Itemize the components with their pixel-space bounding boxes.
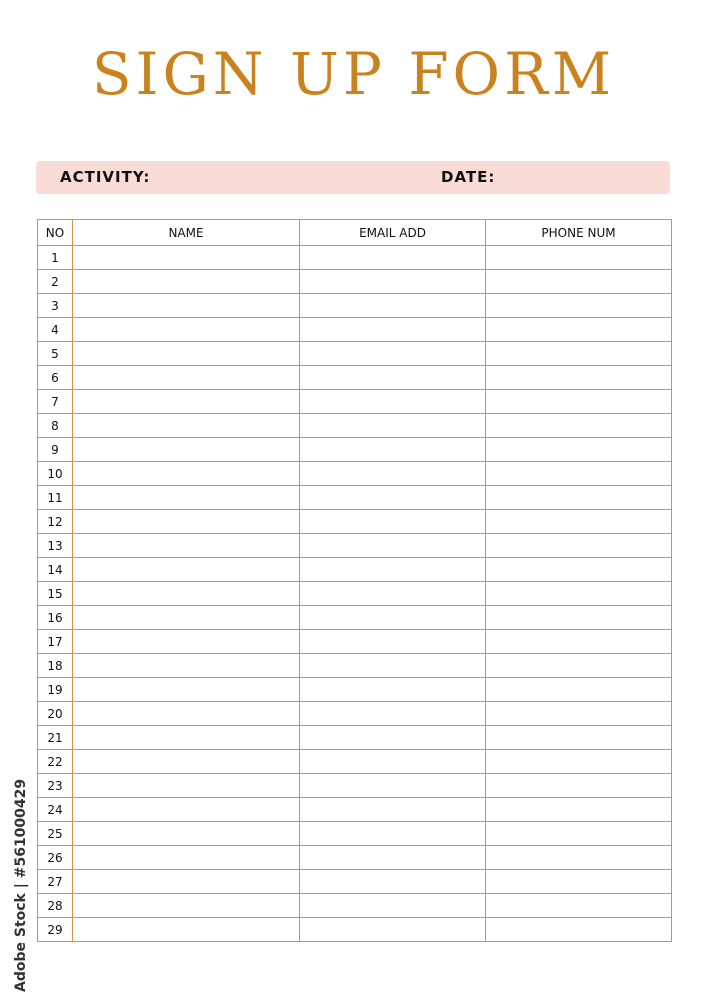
email-cell[interactable] bbox=[300, 894, 486, 918]
row-number: 17 bbox=[38, 630, 73, 654]
phone-cell[interactable] bbox=[486, 246, 672, 270]
name-cell[interactable] bbox=[73, 918, 300, 942]
phone-cell[interactable] bbox=[486, 294, 672, 318]
row-number: 13 bbox=[38, 534, 73, 558]
email-cell[interactable] bbox=[300, 438, 486, 462]
phone-cell[interactable] bbox=[486, 558, 672, 582]
table-header-row bbox=[38, 220, 672, 246]
row-number: 28 bbox=[38, 894, 73, 918]
email-cell[interactable] bbox=[300, 582, 486, 606]
row-number: 8 bbox=[38, 414, 73, 438]
phone-cell[interactable] bbox=[486, 798, 672, 822]
phone-cell[interactable] bbox=[486, 630, 672, 654]
name-cell[interactable] bbox=[73, 894, 300, 918]
name-cell[interactable] bbox=[73, 342, 300, 366]
row-number: 4 bbox=[38, 318, 73, 342]
table-row bbox=[38, 462, 672, 486]
row-number: 12 bbox=[38, 510, 73, 534]
phone-cell[interactable] bbox=[486, 822, 672, 846]
name-cell[interactable] bbox=[73, 534, 300, 558]
phone-cell[interactable] bbox=[486, 270, 672, 294]
phone-cell[interactable] bbox=[486, 486, 672, 510]
header-phone: PHONE NUM bbox=[486, 220, 672, 246]
email-cell[interactable] bbox=[300, 870, 486, 894]
name-cell[interactable] bbox=[73, 414, 300, 438]
email-cell[interactable] bbox=[300, 270, 486, 294]
phone-cell[interactable] bbox=[486, 702, 672, 726]
row-number: 18 bbox=[38, 654, 73, 678]
name-cell[interactable] bbox=[73, 390, 300, 414]
name-cell[interactable] bbox=[73, 678, 300, 702]
row-number: 19 bbox=[38, 678, 73, 702]
table-row bbox=[38, 558, 672, 582]
phone-cell[interactable] bbox=[486, 774, 672, 798]
name-cell[interactable] bbox=[73, 582, 300, 606]
email-cell[interactable] bbox=[300, 246, 486, 270]
table-row bbox=[38, 582, 672, 606]
row-number: 15 bbox=[38, 582, 73, 606]
row-number: 3 bbox=[38, 294, 73, 318]
row-number: 6 bbox=[38, 366, 73, 390]
table-row bbox=[38, 726, 672, 750]
email-cell[interactable] bbox=[300, 606, 486, 630]
email-cell[interactable] bbox=[300, 366, 486, 390]
email-cell[interactable] bbox=[300, 846, 486, 870]
table-row bbox=[38, 294, 672, 318]
table-row bbox=[38, 822, 672, 846]
table-row bbox=[38, 342, 672, 366]
email-cell[interactable] bbox=[300, 702, 486, 726]
phone-cell[interactable] bbox=[486, 534, 672, 558]
table-row bbox=[38, 918, 672, 942]
email-cell[interactable] bbox=[300, 918, 486, 942]
name-cell[interactable] bbox=[73, 822, 300, 846]
table-row bbox=[38, 678, 672, 702]
header-email: EMAIL ADD bbox=[300, 220, 486, 246]
phone-cell[interactable] bbox=[486, 750, 672, 774]
name-cell[interactable] bbox=[73, 462, 300, 486]
email-cell[interactable] bbox=[300, 678, 486, 702]
row-number: 20 bbox=[38, 702, 73, 726]
table-row bbox=[38, 846, 672, 870]
email-cell[interactable] bbox=[300, 534, 486, 558]
phone-cell[interactable] bbox=[486, 678, 672, 702]
table-row bbox=[38, 870, 672, 894]
row-number: 26 bbox=[38, 846, 73, 870]
row-number: 7 bbox=[38, 390, 73, 414]
signup-table bbox=[37, 219, 672, 942]
table-row bbox=[38, 510, 672, 534]
phone-cell[interactable] bbox=[486, 918, 672, 942]
email-cell[interactable] bbox=[300, 558, 486, 582]
email-cell[interactable] bbox=[300, 414, 486, 438]
name-cell[interactable] bbox=[73, 774, 300, 798]
row-number: 16 bbox=[38, 606, 73, 630]
activity-label: ACTIVITY: bbox=[60, 168, 151, 186]
name-cell[interactable] bbox=[73, 438, 300, 462]
row-number: 21 bbox=[38, 726, 73, 750]
table-row bbox=[38, 774, 672, 798]
row-number: 23 bbox=[38, 774, 73, 798]
table-row bbox=[38, 390, 672, 414]
table-row bbox=[38, 702, 672, 726]
phone-cell[interactable] bbox=[486, 654, 672, 678]
table-row bbox=[38, 270, 672, 294]
name-cell[interactable] bbox=[73, 486, 300, 510]
name-cell[interactable] bbox=[73, 366, 300, 390]
phone-cell[interactable] bbox=[486, 390, 672, 414]
name-cell[interactable] bbox=[73, 318, 300, 342]
name-cell[interactable] bbox=[73, 654, 300, 678]
table-row bbox=[38, 894, 672, 918]
table-row bbox=[38, 654, 672, 678]
phone-cell[interactable] bbox=[486, 582, 672, 606]
header-name: NAME bbox=[73, 220, 300, 246]
email-cell[interactable] bbox=[300, 342, 486, 366]
table-row bbox=[38, 246, 672, 270]
email-cell[interactable] bbox=[300, 798, 486, 822]
table-row bbox=[38, 366, 672, 390]
phone-cell[interactable] bbox=[486, 726, 672, 750]
phone-cell[interactable] bbox=[486, 366, 672, 390]
stock-id-label: Adobe Stock | #561000429 bbox=[13, 778, 29, 992]
row-number: 11 bbox=[38, 486, 73, 510]
phone-cell[interactable] bbox=[486, 870, 672, 894]
phone-cell[interactable] bbox=[486, 414, 672, 438]
date-label: DATE: bbox=[441, 168, 496, 186]
table-row bbox=[38, 438, 672, 462]
email-cell[interactable] bbox=[300, 750, 486, 774]
table-row bbox=[38, 606, 672, 630]
email-cell[interactable] bbox=[300, 510, 486, 534]
phone-cell[interactable] bbox=[486, 462, 672, 486]
name-cell[interactable] bbox=[73, 510, 300, 534]
email-cell[interactable] bbox=[300, 462, 486, 486]
email-cell[interactable] bbox=[300, 294, 486, 318]
name-cell[interactable] bbox=[73, 750, 300, 774]
name-cell[interactable] bbox=[73, 246, 300, 270]
name-cell[interactable] bbox=[73, 606, 300, 630]
form-title: SIGN UP FORM bbox=[91, 40, 616, 108]
email-cell[interactable] bbox=[300, 486, 486, 510]
phone-cell[interactable] bbox=[486, 318, 672, 342]
email-cell[interactable] bbox=[300, 822, 486, 846]
row-number: 22 bbox=[38, 750, 73, 774]
table-row bbox=[38, 414, 672, 438]
activity-date-bar bbox=[36, 161, 670, 194]
row-number: 1 bbox=[38, 246, 73, 270]
row-number: 10 bbox=[38, 462, 73, 486]
phone-cell[interactable] bbox=[486, 846, 672, 870]
table-row bbox=[38, 750, 672, 774]
table-row bbox=[38, 630, 672, 654]
name-cell[interactable] bbox=[73, 798, 300, 822]
email-cell[interactable] bbox=[300, 318, 486, 342]
email-cell[interactable] bbox=[300, 654, 486, 678]
row-number: 2 bbox=[38, 270, 73, 294]
email-cell[interactable] bbox=[300, 630, 486, 654]
row-number: 14 bbox=[38, 558, 73, 582]
row-number: 9 bbox=[38, 438, 73, 462]
header-no: NO bbox=[38, 220, 73, 246]
email-cell[interactable] bbox=[300, 774, 486, 798]
name-cell[interactable] bbox=[73, 726, 300, 750]
name-cell[interactable] bbox=[73, 870, 300, 894]
phone-cell[interactable] bbox=[486, 606, 672, 630]
table-row bbox=[38, 486, 672, 510]
name-cell[interactable] bbox=[73, 294, 300, 318]
phone-cell[interactable] bbox=[486, 894, 672, 918]
table-row bbox=[38, 798, 672, 822]
row-number: 24 bbox=[38, 798, 73, 822]
email-cell[interactable] bbox=[300, 726, 486, 750]
email-cell[interactable] bbox=[300, 390, 486, 414]
name-cell[interactable] bbox=[73, 702, 300, 726]
name-cell[interactable] bbox=[73, 846, 300, 870]
phone-cell[interactable] bbox=[486, 510, 672, 534]
table-body bbox=[38, 246, 672, 942]
phone-cell[interactable] bbox=[486, 342, 672, 366]
name-cell[interactable] bbox=[73, 630, 300, 654]
table-row bbox=[38, 318, 672, 342]
row-number: 29 bbox=[38, 918, 73, 942]
name-cell[interactable] bbox=[73, 558, 300, 582]
row-number: 25 bbox=[38, 822, 73, 846]
phone-cell[interactable] bbox=[486, 438, 672, 462]
row-number: 27 bbox=[38, 870, 73, 894]
name-cell[interactable] bbox=[73, 270, 300, 294]
table-row bbox=[38, 534, 672, 558]
row-number: 5 bbox=[38, 342, 73, 366]
